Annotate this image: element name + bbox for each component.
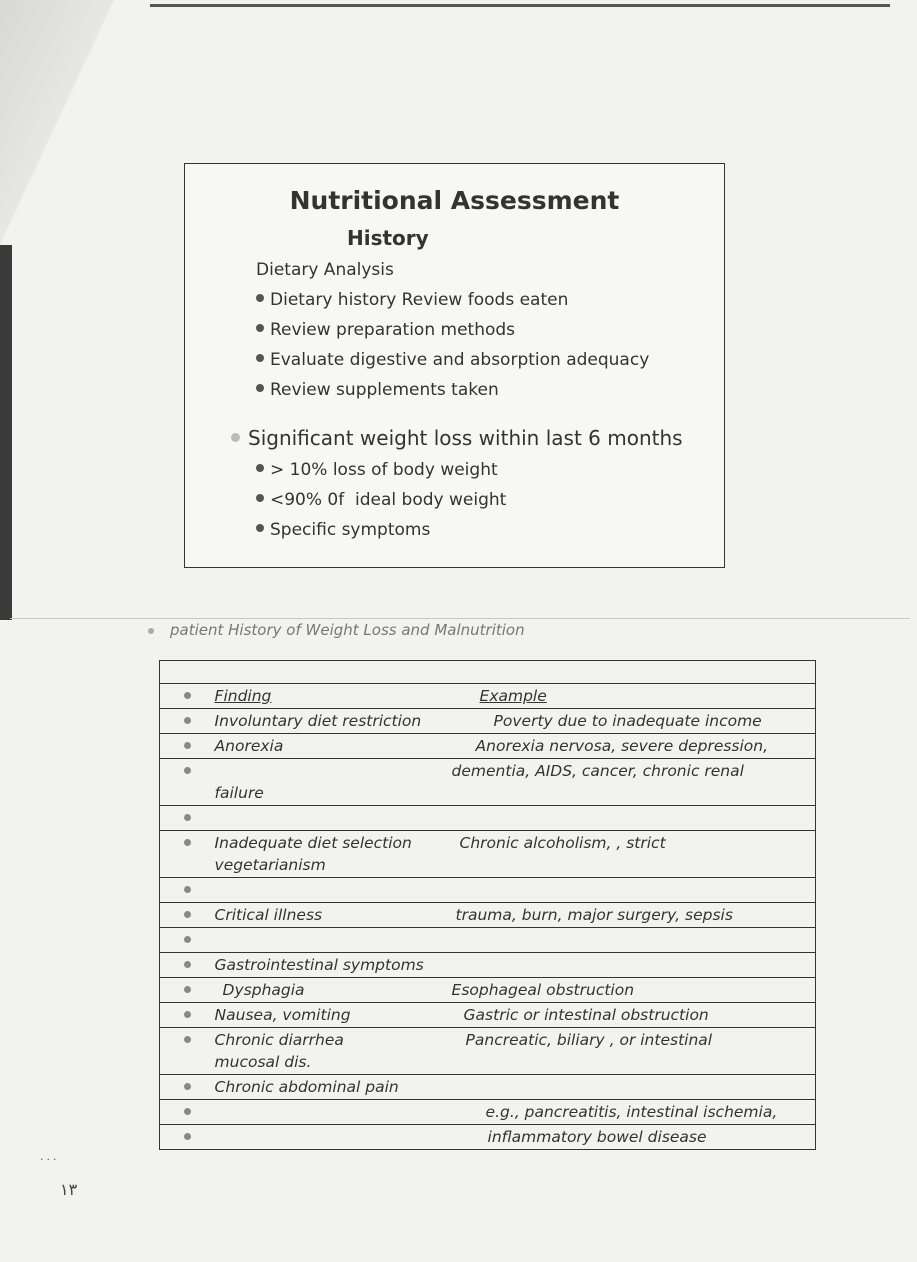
finding-column-header: Finding [214,687,272,705]
bullet-icon [256,294,264,302]
table-row [160,759,816,806]
bullet-icon [184,961,191,968]
footer-dots: ... [40,1150,60,1163]
table-row [160,1075,816,1100]
table-row [160,928,816,953]
table-row [160,903,816,928]
page-top-edge [150,4,890,7]
table-row [160,806,816,831]
example-cell: Anorexia nervosa, severe depression, [452,734,816,759]
bullet-icon [184,717,191,724]
table-row [160,1100,816,1125]
finding-cell: Chronic diarrhea mucosal dis. [215,1028,452,1075]
finding-cell [215,878,452,903]
table-section-heading: patient History of Weight Loss and Malnutrition [148,621,525,639]
bullet-icon [184,692,191,699]
bullet-icon [184,742,191,749]
finding-cell: Involuntary diet restriction [215,709,452,734]
weight-loss-item: > 10% loss of body weight [256,460,498,480]
dietary-item: Evaluate digestive and absorption adequacy [256,350,649,370]
example-cell: inflammatory bowel disease [452,1125,816,1150]
finding-cell: Nausea, vomiting [215,1003,452,1028]
bullet-icon [256,464,264,472]
finding-cell: Gastrointestinal symptoms [215,953,452,978]
finding-cell: Anorexia [215,734,452,759]
dietary-item: Review preparation methods [256,320,515,340]
bullet-icon [231,433,240,442]
bullet-icon [184,1011,191,1018]
table-row [160,831,816,878]
bullet-icon [256,384,264,392]
example-cell: Poverty due to inadequate income [452,709,816,734]
section-separator [10,618,910,619]
slide-title: Nutritional Assessment [289,186,620,215]
table-row [160,1003,816,1028]
weight-loss-item: Specific symptoms [256,520,430,540]
slide-subtitle: History [347,226,429,250]
bullet-icon [184,839,191,846]
example-cell: Esophageal obstruction [452,978,816,1003]
finding-cell [215,928,452,953]
bullet-icon [184,1083,191,1090]
bullet-icon [256,324,264,332]
finding-cell [215,1100,452,1125]
example-cell: dementia, AIDS, cancer, chronic renal [452,759,816,806]
finding-cell: Inadequate diet selection vegetarianism [215,831,452,878]
example-cell [452,1075,816,1100]
table-row [160,1125,816,1150]
example-cell: Gastric or intestinal obstruction [452,1003,816,1028]
table-header-row [160,684,816,709]
bullet-icon [184,911,191,918]
table-row [160,978,816,1003]
finding-cell: Dysphagia [215,978,452,1003]
bullet-icon [256,524,264,532]
dietary-item: Dietary history Review foods eaten [256,290,568,310]
dietary-item: Review supplements taken [256,380,499,400]
table-row [160,734,816,759]
table-top-row [160,661,816,684]
page-number: ١٣ [60,1180,78,1199]
example-cell: Chronic alcoholism, , strict [452,831,816,878]
bullet-icon [184,1108,191,1115]
dietary-analysis-heading: Dietary Analysis [256,260,394,280]
bullet-icon [256,354,264,362]
weight-loss-item: <90% 0f ideal body weight [256,490,506,510]
finding-cell [215,1125,452,1150]
bullet-icon [184,1133,191,1140]
findings-table [159,660,816,1150]
example-column-header: Example [479,687,547,705]
page-left-edge [0,245,12,620]
bullet-icon [148,628,154,634]
example-cell [452,953,816,978]
bullet-icon [256,494,264,502]
finding-cell: failure [215,759,452,806]
example-cell: Pancreatic, biliary , or intestinal [452,1028,816,1075]
table-row [160,709,816,734]
bullet-icon [184,767,191,774]
weight-loss-heading: Significant weight loss within last 6 months [231,426,683,450]
table-row [160,1028,816,1075]
bullet-icon [184,936,191,943]
bullet-icon [184,886,191,893]
example-cell [452,878,816,903]
example-cell [452,928,816,953]
slide-box [184,163,725,568]
table-row [160,953,816,978]
table-row [160,878,816,903]
example-cell [452,806,816,831]
bullet-icon [184,986,191,993]
page-scan-shadow [0,0,160,260]
bullet-icon [184,1036,191,1043]
finding-cell: Chronic abdominal pain [215,1075,452,1100]
example-cell: e.g., pancreatitis, intestinal ischemia, [452,1100,816,1125]
finding-cell [215,806,452,831]
bullet-icon [184,814,191,821]
example-cell: trauma, burn, major surgery, sepsis [452,903,816,928]
finding-cell: Critical illness [215,903,452,928]
